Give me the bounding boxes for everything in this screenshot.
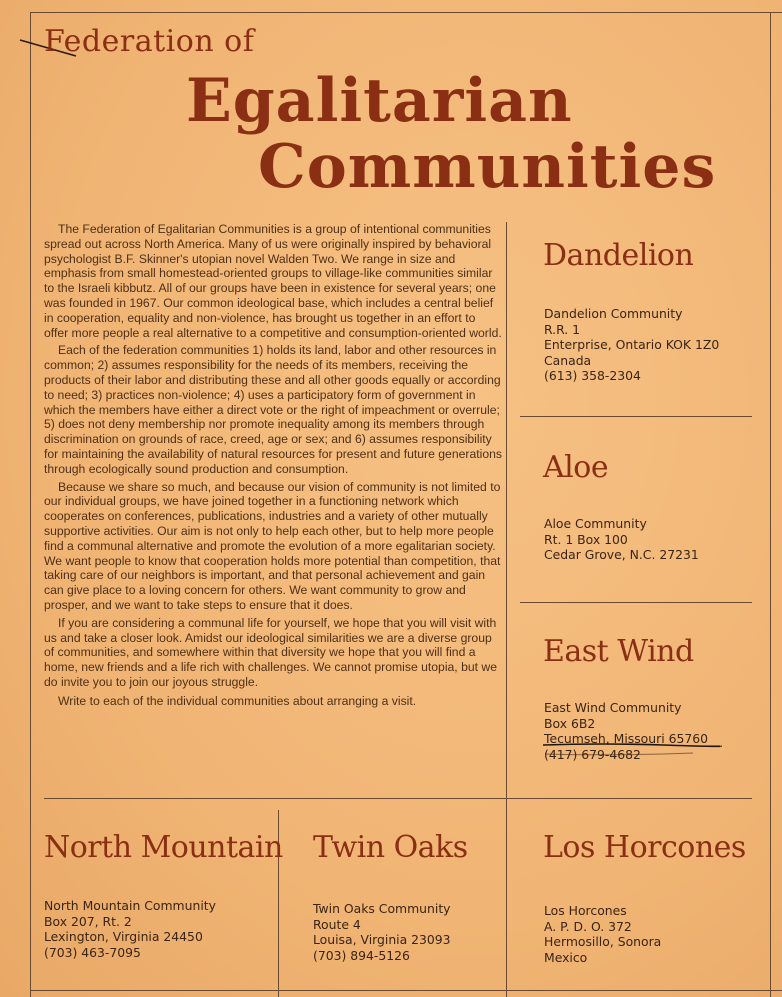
address-line: Lexington, Virginia 24450: [44, 929, 203, 944]
header-title-line1: Egalitarian: [186, 66, 573, 136]
paragraph-principles: Each of the federation communities 1) holds its land, labor and other resources in common; 2) assumes responsibility for the needs of its members, receiving the products of their labor and distributing these and all other goods equally or according to need; 3) practices non-violence; 4) uses a participatory form of government in which the members have either a direct vote or the right of impeachment or overrule; 5) does not deny membership nor promote inequality among its members through discrimination on grounds of race, creed, age or sex; and 6) assumes responsibility for maintaining the availability of natural resources for present and future generations through ecologically sound production and consumption.: [44, 343, 502, 476]
address-line: Enterprise, Ontario KOK 1Z0: [544, 337, 720, 352]
left-border: [30, 12, 31, 997]
address-line: Route 4: [313, 916, 361, 932]
paragraph-network: Because we share so much, and because our vision of community is not limited to our individual groups, we have joined together in a functioning network which cooperates on conferences, publications, industries and a variety of other mutually supportive activities. Our aim is not only to help each other, but to help more people find a communal alternative and promote the evolution of a more egalitarian society. We want people to know that cooperation holds more potential than competition, that taking care of our neighbors is important, and that personal achievement and gain can give place to a loving concern for others. We want community to grow and prosper, and we want to take steps to ensure that it does.: [44, 479, 501, 612]
address-line: A. P. D. O. 372: [544, 918, 632, 934]
divider-aloe-eastwind: [520, 602, 752, 603]
phone-number: (417) 679-4682: [544, 746, 641, 762]
top-border: [30, 12, 782, 13]
phone-number: (703) 894-5126: [313, 947, 410, 963]
column-divider: [506, 222, 507, 997]
address-line: Hermosillo, Sonora: [544, 934, 662, 949]
address-line: Box 207, Rt. 2: [44, 913, 132, 929]
community-name-loshorcones: Los Horcones: [543, 830, 746, 865]
address-loshorcones: [544, 903, 661, 965]
address-aloe: [544, 516, 699, 563]
paragraph-intro: The Federation of Egalitarian Communities is a group of intentional communities spread out across North America. Many of us were originally inspired by behavioral psychologist B.F. Skinner's utopian novel Walden Two. We range in size and emphasis from small homestead-oriented groups to village-like communities similar to the Israeli kibbutz. All of our groups have been in existence for several years; one was founded in 1967. Our common ideological base, which includes a central belief in cooperation, equality and non-violence, has brought us together in an effort to offer more people a real alternative to a competitive and consumption-oriented world.: [44, 222, 502, 340]
phone-number: (613) 358-2304: [544, 368, 641, 383]
address-northmountain: [44, 898, 216, 960]
header-title-line2: Communities: [258, 132, 717, 202]
address-line: Tecumseh, Missouri 65760: [544, 731, 708, 746]
address-line: Rt. 1 Box 100: [544, 531, 628, 547]
body-text: [44, 222, 502, 712]
paragraph-invitation: If you are considering a communal life for yourself, we hope that you will visit with us and take a closer look. Amidst our ideological similarities we are a diverse group of communities, and somewhere within that diversity we hope that you will find a home, new friends and a life rich with challenges. We cannot promise utopia, but we do invite you to join our joyous struggle.: [44, 615, 497, 689]
address-line: Dandelion Community: [544, 306, 683, 321]
address-line: Mexico: [544, 949, 588, 965]
address-line: North Mountain Community: [44, 898, 216, 913]
address-line: East Wind Community: [544, 700, 682, 715]
handwritten-underline: [543, 742, 723, 760]
paragraph-closing: Write to each of the individual communities about arranging a visit.: [58, 693, 417, 708]
right-border: [770, 12, 771, 997]
community-name-dandelion: Dandelion: [543, 238, 694, 273]
community-name-northmountain: North Mountain: [44, 830, 283, 865]
community-name-eastwind: East Wind: [543, 634, 694, 669]
address-line: Box 6B2: [544, 715, 596, 731]
address-line: Cedar Grove, N.C. 27231: [544, 547, 699, 562]
divider-dandelion-aloe: [520, 416, 752, 417]
divider-bottom-row: [44, 798, 752, 799]
bottom-border: [30, 990, 782, 991]
address-line: R.R. 1: [544, 321, 581, 337]
address-dandelion: [544, 306, 719, 384]
community-name-aloe: Aloe: [543, 450, 609, 485]
address-twinoaks: [313, 901, 451, 963]
address-line: Aloe Community: [544, 516, 647, 531]
community-name-twinoaks: Twin Oaks: [313, 830, 468, 865]
address-line: Canada: [544, 352, 592, 368]
phone-number: (703) 463-7095: [44, 944, 141, 960]
address-line: Los Horcones: [544, 903, 627, 918]
address-line: Twin Oaks Community: [313, 901, 451, 916]
address-line: Louisa, Virginia 23093: [313, 932, 451, 947]
header-subtitle: Federation of: [44, 24, 255, 59]
